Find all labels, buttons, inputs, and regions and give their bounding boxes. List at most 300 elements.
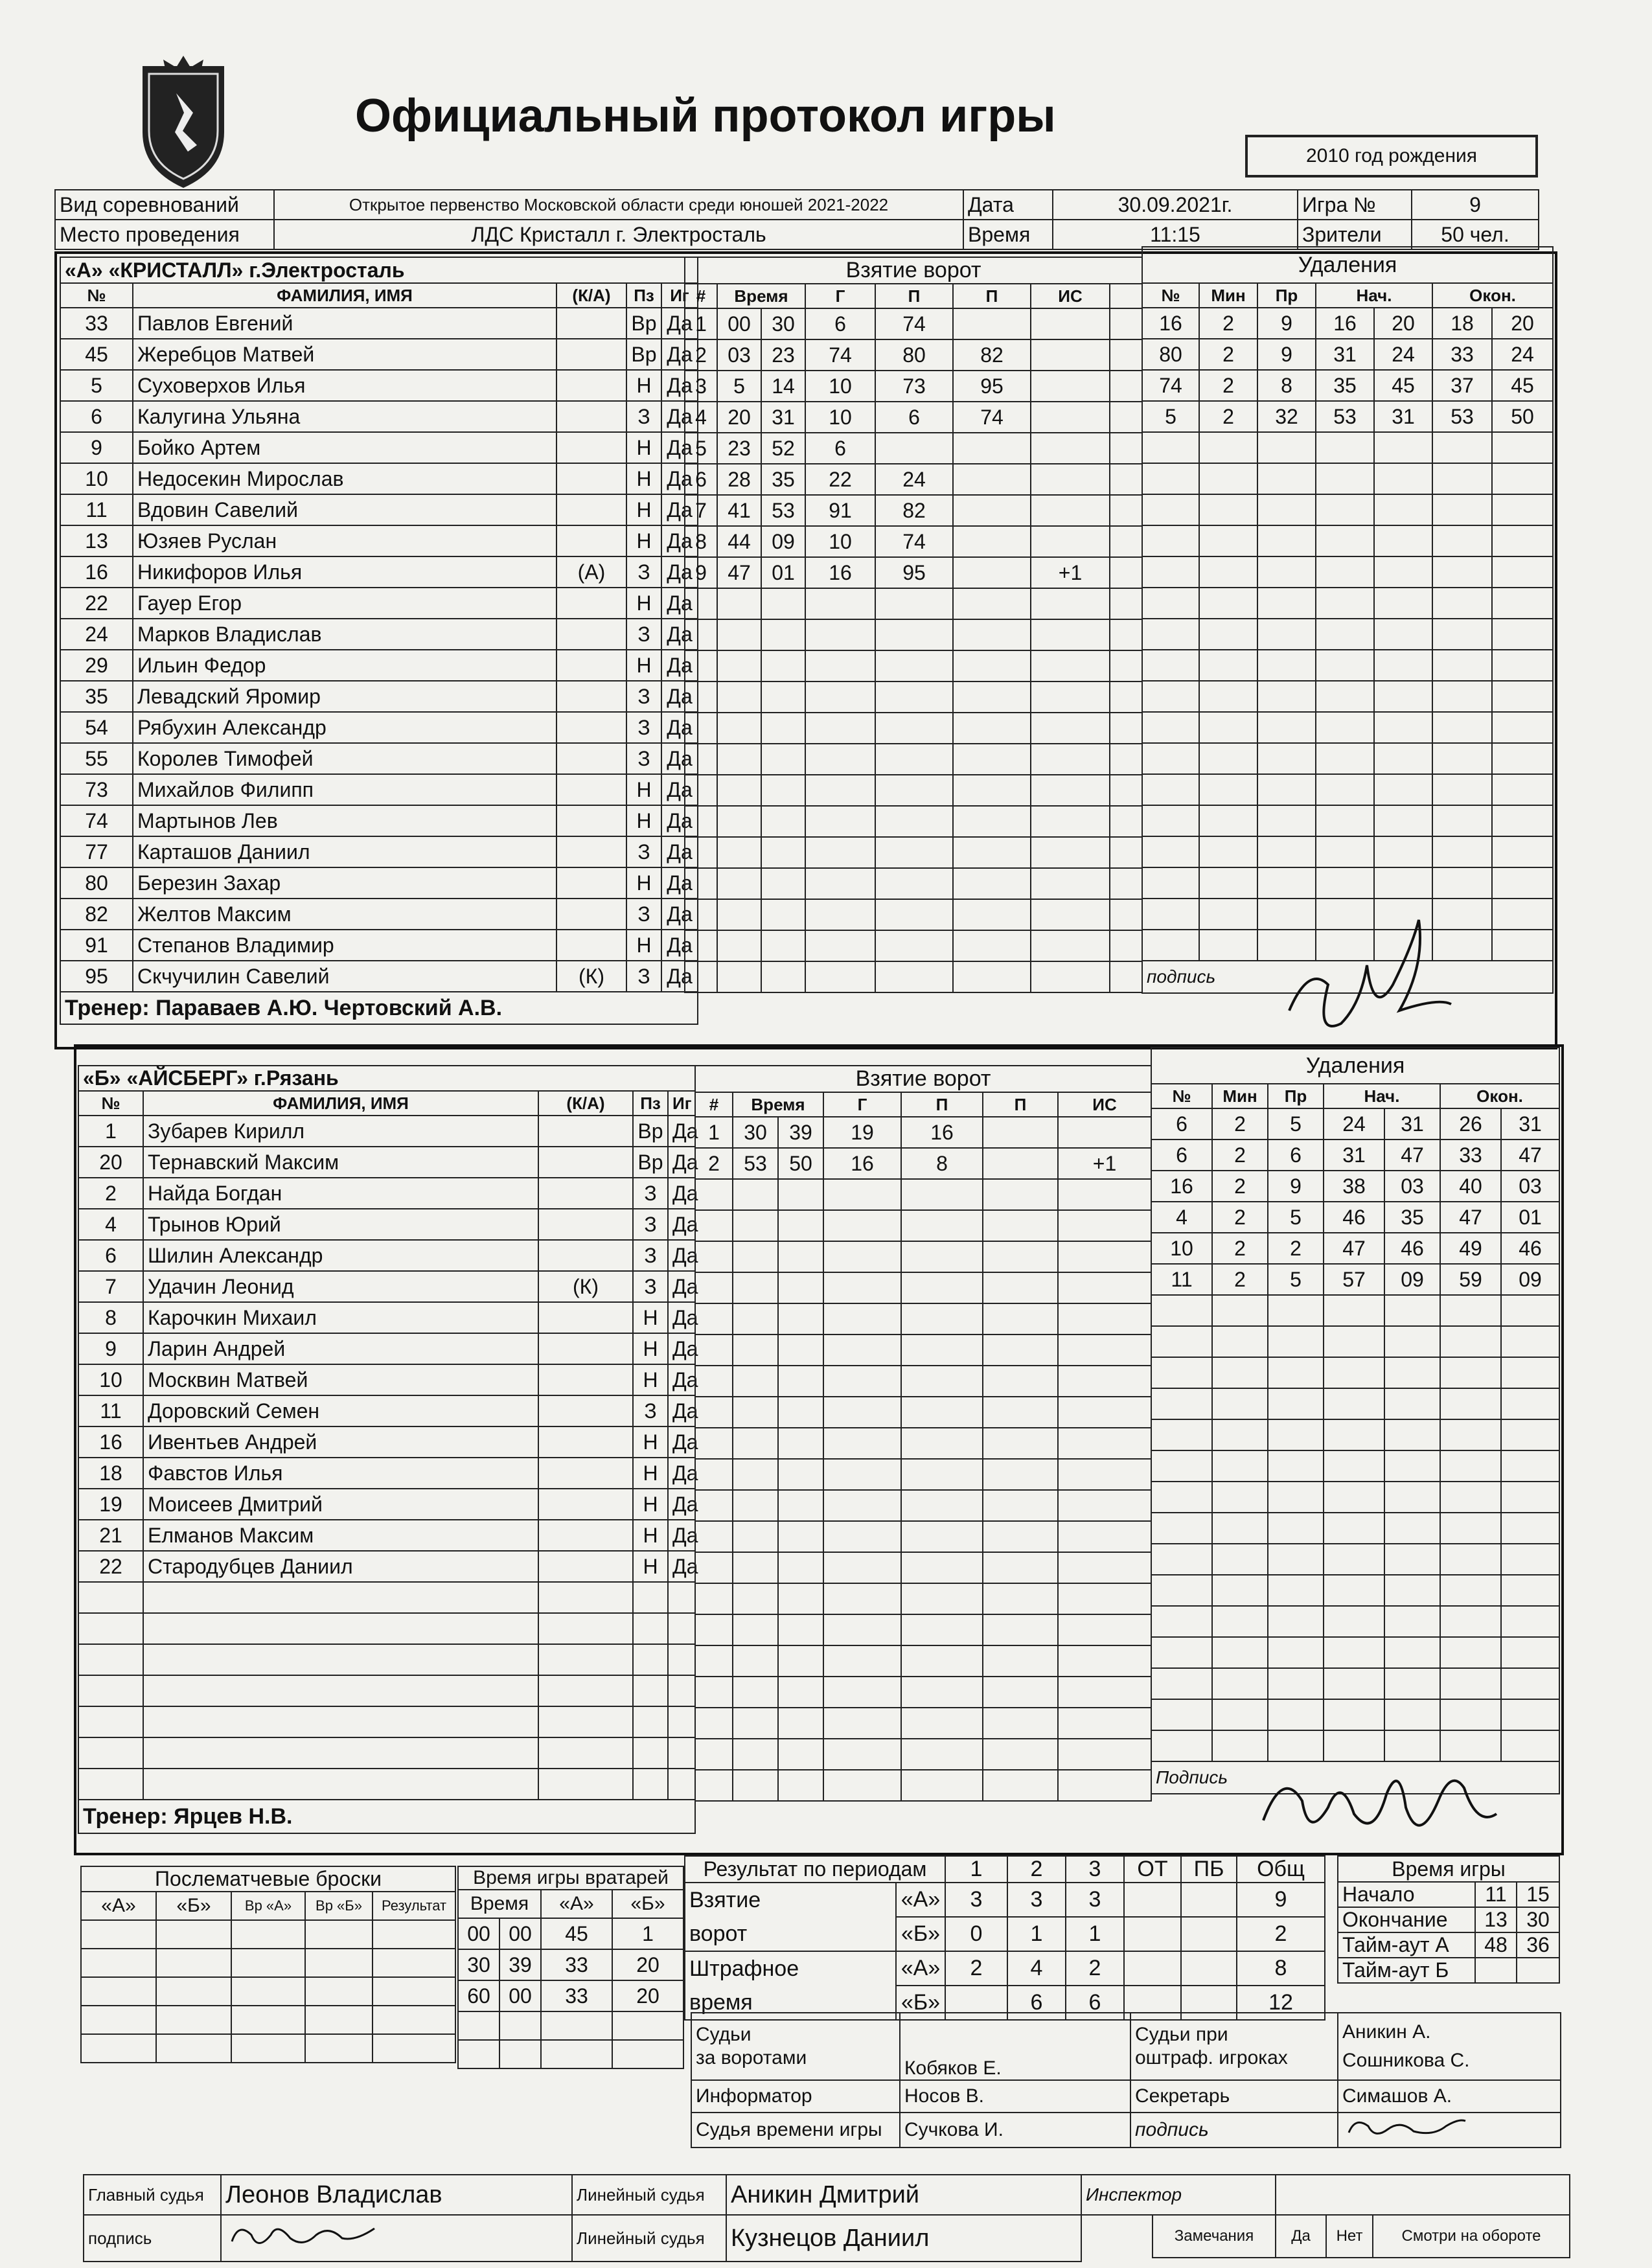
- team-b-goal-cell: [695, 1645, 733, 1677]
- team-b-goal-cell: [695, 1241, 733, 1272]
- team-b-goal-cell: [733, 1677, 778, 1708]
- team-a-player-cell: [556, 339, 626, 370]
- team-b-player-cell: Н: [633, 1333, 668, 1364]
- team-b-goal-cell: [823, 1490, 901, 1521]
- team-a-goal-row: [685, 930, 1142, 961]
- team-a-goal-cell: [685, 806, 717, 837]
- team-b-goal-row: [695, 1241, 1151, 1272]
- team-b-goal-cell: [901, 1552, 983, 1583]
- team-a-goal-row: [685, 744, 1142, 775]
- team-b-penalty-cell: [1324, 1513, 1384, 1544]
- team-a-penalty-cell: [1374, 650, 1432, 681]
- team-a-goal-row: [685, 495, 1142, 526]
- goals-col-time: Время: [717, 284, 805, 308]
- goalie-time-cell: 45: [541, 1918, 612, 1949]
- team-a-player-cell: Павлов Евгений: [133, 308, 556, 339]
- team-a-penalty-cell: [1142, 836, 1199, 867]
- pen-b-col-end: Окон.: [1440, 1084, 1559, 1108]
- date-value: 30.09.2021г.: [1053, 190, 1298, 220]
- team-b-player-cell: [143, 1737, 538, 1769]
- team-b-penalty-cell: [1151, 1482, 1212, 1513]
- team-b-penalty-cell: 6: [1151, 1108, 1212, 1140]
- team-b-goal-row: [695, 1770, 1151, 1801]
- team-a-goal-cell: 82: [875, 495, 953, 526]
- team-a-player-cell: Н: [626, 774, 661, 805]
- team-a-penalties: [1141, 246, 1554, 994]
- team-b-goal-cell: [733, 1708, 778, 1739]
- team-a-goal-cell: [1110, 868, 1142, 899]
- team-b-goal-cell: 53: [733, 1148, 778, 1179]
- team-b-goal-cell: [695, 1490, 733, 1521]
- team-b-penalty-cell: [1151, 1357, 1212, 1388]
- col-num-b: №: [78, 1091, 143, 1116]
- team-a-goal-cell: [805, 930, 875, 961]
- team-a-player-cell: [556, 712, 626, 743]
- team-a-penalty-cell: [1257, 494, 1316, 525]
- team-b-player-cell: [143, 1706, 538, 1737]
- period-cell: 3: [945, 1883, 1007, 1917]
- team-b-goal-cell: [901, 1179, 983, 1210]
- team-b-goal-cell: 39: [778, 1117, 823, 1148]
- team-a-goal-cell: 73: [875, 371, 953, 402]
- period-cell: 2: [1237, 1917, 1325, 1951]
- team-a-player-cell: Н: [626, 588, 661, 619]
- team-b-penalty-cell: 11: [1151, 1264, 1212, 1295]
- team-a-penalty-cell: 20: [1374, 308, 1432, 339]
- team-a-penalty-row: [1142, 556, 1553, 588]
- team-a-goal-cell: [1031, 868, 1110, 899]
- team-a-goal-cell: [805, 588, 875, 619]
- team-a-goal-row: [685, 682, 1142, 713]
- team-a-penalty-cell: [1316, 805, 1374, 836]
- team-b-penalty-list: [1151, 1108, 1559, 1761]
- team-a-player-row: [60, 899, 698, 930]
- team-b-penalty-cell: [1324, 1544, 1384, 1575]
- secretary-signature: [1342, 2113, 1472, 2142]
- team-a-player-cell: [556, 494, 626, 525]
- team-b-player-cell: З: [633, 1178, 668, 1209]
- team-b-goal-row: [695, 1303, 1151, 1334]
- team-b-penalty-cell: [1151, 1637, 1212, 1668]
- team-a-goal-cell: [761, 682, 805, 713]
- team-a-penalty-cell: [1374, 525, 1432, 556]
- team-a-player-cell: 13: [60, 525, 133, 556]
- team-b-player-cell: [538, 1551, 633, 1582]
- team-b-goal-cell: 19: [823, 1117, 901, 1148]
- team-b-goal-cell: [983, 1272, 1058, 1303]
- team-a-penalty-cell: [1374, 494, 1432, 525]
- team-a-player-cell: [556, 463, 626, 494]
- team-b-player-row: [78, 1333, 695, 1364]
- team-a-player-cell: 80: [60, 867, 133, 899]
- team-a-goal-cell: 5: [717, 371, 761, 402]
- team-b-penalty-cell: 31: [1384, 1108, 1440, 1140]
- team-b-goal-cell: [983, 1490, 1058, 1521]
- goalie-time-row: [458, 1918, 683, 1949]
- team-b-player-cell: [538, 1116, 633, 1147]
- team-b-goal-cell: [1058, 1241, 1151, 1272]
- team-a-goal-cell: [717, 588, 761, 619]
- officials-table: [691, 2012, 1561, 2148]
- team-a-player-cell: 22: [60, 588, 133, 619]
- team-b-penalty-row: [1151, 1668, 1559, 1699]
- team-b-penalty-cell: [1212, 1357, 1268, 1388]
- team-b-penalty-cell: 4: [1151, 1202, 1212, 1233]
- team-b-penalty-cell: 2: [1212, 1233, 1268, 1264]
- team-a-goal-cell: [1110, 961, 1142, 992]
- timekeeper-value: Сучкова И.: [900, 2113, 1130, 2148]
- team-a-player-cell: З: [626, 401, 661, 432]
- team-a-player-cell: Ильин Федор: [133, 650, 556, 681]
- team-a-goal-cell: [805, 744, 875, 775]
- team-b-player-cell: [538, 1613, 633, 1644]
- team-a-player-cell: Вр: [626, 308, 661, 339]
- team-b-goal-cell: [983, 1334, 1058, 1366]
- team-b-penalty-cell: [1151, 1295, 1212, 1326]
- team-b-penalty-cell: [1384, 1544, 1440, 1575]
- team-a-tag-pim: «А»: [896, 1951, 945, 1986]
- team-b-penalty-cell: [1384, 1637, 1440, 1668]
- team-a-penalty-row: [1142, 308, 1553, 339]
- team-b-goal-cell: [983, 1552, 1058, 1583]
- team-a-penalty-cell: [1142, 556, 1199, 588]
- team-b-goal-cell: [778, 1334, 823, 1366]
- team-b-goal-cell: [733, 1272, 778, 1303]
- periods-title: Результат по периодам: [685, 1856, 945, 1883]
- team-a-player-cell: Да: [661, 836, 698, 867]
- team-a-penalty-cell: [1316, 525, 1374, 556]
- team-b-player-cell: Моисеев Дмитрий: [143, 1489, 538, 1520]
- team-b-penalty-cell: 2: [1268, 1233, 1324, 1264]
- team-a-goal-cell: [1110, 557, 1142, 588]
- game-time-title: Время игры: [1338, 1856, 1559, 1882]
- team-b-goal-cell: [778, 1459, 823, 1490]
- team-b-penalty-row: [1151, 1108, 1559, 1140]
- team-b-goal-cell: [983, 1148, 1058, 1179]
- team-a-goal-cell: [953, 650, 1031, 682]
- team-a-goal-cell: [875, 588, 953, 619]
- game-time-cell: Окончание: [1338, 1907, 1475, 1932]
- team-a-goal-cell: 14: [761, 371, 805, 402]
- team-b-player-row: [78, 1613, 695, 1644]
- team-b-goal-cell: [983, 1677, 1058, 1708]
- team-b-player-cell: Да: [668, 1271, 695, 1302]
- team-b-goal-row: [695, 1521, 1151, 1552]
- inspector-table: [1081, 2174, 1570, 2258]
- team-b-player-cell: [668, 1613, 695, 1644]
- team-b-penalty-cell: 6: [1151, 1140, 1212, 1171]
- team-b-goal-cell: [901, 1459, 983, 1490]
- team-a-penalty-cell: 9: [1257, 339, 1316, 370]
- team-a-goal-row: [685, 619, 1142, 650]
- spectators-value: 50 чел.: [1412, 220, 1539, 249]
- team-b-penalty-cell: [1268, 1482, 1324, 1513]
- team-a-goal-cell: [1110, 371, 1142, 402]
- team-a-penalty-cell: 24: [1374, 339, 1432, 370]
- team-a-goal-cell: [717, 713, 761, 744]
- team-a-player-cell: З: [626, 836, 661, 867]
- team-a-goal-cell: [685, 650, 717, 682]
- team-a-goal-cell: [875, 868, 953, 899]
- team-a-penalty-cell: 9: [1257, 308, 1316, 339]
- team-b-penalty-cell: [1212, 1575, 1268, 1606]
- team-a-player-cell: [556, 836, 626, 867]
- team-b-player-cell: [538, 1644, 633, 1675]
- team-a-goal-cell: [717, 682, 761, 713]
- team-a-penalty-cell: [1316, 650, 1374, 681]
- remarks-no: Нет: [1326, 2215, 1373, 2258]
- team-b-player-cell: [633, 1737, 668, 1769]
- period-col-2: 2: [1007, 1856, 1066, 1883]
- team-b-penalty-cell: [1440, 1513, 1501, 1544]
- team-b-goal-cell: [778, 1739, 823, 1770]
- period-cell: [1181, 1883, 1237, 1917]
- team-a-player-cell: Михайлов Филипп: [133, 774, 556, 805]
- team-b-penalty-cell: [1501, 1326, 1559, 1357]
- team-a-goal-list: [685, 308, 1142, 992]
- team-b-goal-cell: [1058, 1334, 1151, 1366]
- team-b-goal-cell: [823, 1210, 901, 1241]
- team-b-goal-cell: [823, 1552, 901, 1583]
- remarks-label: Замечания: [1153, 2215, 1276, 2258]
- penbox-label: [1130, 2013, 1338, 2080]
- team-b-penalty-cell: 2: [1212, 1108, 1268, 1140]
- team-a-player-row: [60, 867, 698, 899]
- team-a-player-cell: 45: [60, 339, 133, 370]
- team-a-penalty-cell: [1257, 712, 1316, 743]
- team-b-player-cell: [538, 1147, 633, 1178]
- team-b-player-cell: З: [633, 1271, 668, 1302]
- goalie-time-cell: 33: [541, 1949, 612, 1980]
- team-a-player-cell: Да: [661, 805, 698, 836]
- team-a-goal-cell: [1031, 650, 1110, 682]
- team-b-goal-cell: [778, 1490, 823, 1521]
- team-a-penalty-cell: [1257, 743, 1316, 774]
- period-cell: 1: [1007, 1917, 1066, 1951]
- team-a-goal-cell: [1110, 682, 1142, 713]
- team-a-goal-cell: 8: [685, 526, 717, 557]
- team-b-goal-cell: [823, 1614, 901, 1645]
- team-b-penalty-cell: 5: [1268, 1264, 1324, 1295]
- team-a-penalty-cell: [1492, 619, 1553, 650]
- team-b-penalty-cell: [1151, 1668, 1212, 1699]
- goalie-time-cell: 00: [499, 1918, 541, 1949]
- team-b-goal-cell: [1058, 1770, 1151, 1801]
- team-a-goal-cell: 24: [875, 464, 953, 495]
- team-a-signature: [1270, 907, 1464, 1062]
- team-b-penalty-cell: [1501, 1606, 1559, 1637]
- team-a-player-cell: З: [626, 712, 661, 743]
- team-b-player-cell: Тернавский Максим: [143, 1147, 538, 1178]
- team-a-penalty-row: [1142, 650, 1553, 681]
- team-a-goal-cell: [685, 682, 717, 713]
- team-a-goal-cell: 10: [805, 371, 875, 402]
- team-b-penalty-row: [1151, 1202, 1559, 1233]
- team-b-player-cell: Да: [668, 1458, 695, 1489]
- team-b-penalty-cell: [1268, 1513, 1324, 1544]
- team-a-goal-cell: 03: [717, 339, 761, 371]
- team-b-player-cell: Шилин Александр: [143, 1240, 538, 1271]
- team-b-goal-cell: [778, 1708, 823, 1739]
- team-b-penalty-cell: [1212, 1326, 1268, 1357]
- team-a-penalty-cell: 2: [1199, 370, 1257, 401]
- team-b-goal-cell: [733, 1770, 778, 1801]
- team-b-penalty-cell: [1151, 1606, 1212, 1637]
- team-a-goal-cell: [717, 899, 761, 930]
- period-col-ot: ОТ: [1124, 1856, 1181, 1883]
- team-b-player-cell: Карочкин Михаил: [143, 1302, 538, 1333]
- team-b-goals: [694, 1065, 1152, 1802]
- team-a-player-cell: [556, 805, 626, 836]
- secretary-sign-label: подпись: [1130, 2113, 1338, 2148]
- team-a-penalty-cell: 18: [1432, 308, 1492, 339]
- team-a-goal-cell: [1031, 588, 1110, 619]
- team-a-goal-cell: [1110, 464, 1142, 495]
- penbox-label-1: Судьи при: [1135, 2024, 1228, 2045]
- team-a-penalty-cell: [1257, 836, 1316, 867]
- team-a-penalty-cell: [1316, 556, 1374, 588]
- team-b-player-row: [78, 1675, 695, 1706]
- team-b-goal-cell: +1: [1058, 1148, 1151, 1179]
- team-a-player-cell: Н: [626, 867, 661, 899]
- goals-col-is: ИС: [1031, 284, 1110, 308]
- team-b-player-cell: Москвин Матвей: [143, 1364, 538, 1395]
- pen-b-col-pr: Пр: [1268, 1084, 1324, 1108]
- col-pz: Пз: [626, 283, 661, 308]
- game-time-row: [1338, 1932, 1559, 1958]
- period-col-total: Общ: [1237, 1856, 1325, 1883]
- team-b-player-row: [78, 1706, 695, 1737]
- team-b-goal-cell: [983, 1459, 1058, 1490]
- team-a-goal-cell: 9: [685, 557, 717, 588]
- team-a-goal-cell: 35: [761, 464, 805, 495]
- team-b-player-cell: [633, 1769, 668, 1800]
- team-b-goal-row: [695, 1614, 1151, 1645]
- team-a-player-cell: Да: [661, 525, 698, 556]
- team-a-penalty-cell: [1432, 525, 1492, 556]
- team-a-goal-cell: [953, 495, 1031, 526]
- team-a-penalty-cell: 45: [1374, 370, 1432, 401]
- team-a-penalty-cell: [1316, 432, 1374, 463]
- team-b-penalty-row: [1151, 1388, 1559, 1419]
- team-b-player-row: [78, 1737, 695, 1769]
- team-b-penalty-cell: 01: [1501, 1202, 1559, 1233]
- team-a-penalty-cell: [1492, 836, 1553, 867]
- team-a-player-cell: Степанов Владимир: [133, 930, 556, 961]
- team-b-penalty-cell: 26: [1440, 1108, 1501, 1140]
- team-b-player-cell: [633, 1706, 668, 1737]
- team-a-goals: [684, 257, 1143, 993]
- team-a-goal-cell: 5: [685, 433, 717, 464]
- team-b-player-cell: Н: [633, 1426, 668, 1458]
- team-b-goal-cell: [983, 1366, 1058, 1397]
- team-b-player-cell: Да: [668, 1147, 695, 1178]
- team-b-player-cell: Елманов Максим: [143, 1520, 538, 1551]
- team-b-player-cell: [668, 1675, 695, 1706]
- team-a-penalty-cell: [1492, 774, 1553, 805]
- goalie-time-rows: [458, 1918, 683, 2011]
- team-a-goal-cell: [761, 588, 805, 619]
- team-b-player-cell: 8: [78, 1302, 143, 1333]
- team-a-goal-cell: [685, 713, 717, 744]
- team-a-penalty-cell: [1199, 650, 1257, 681]
- team-b-goal-cell: [695, 1739, 733, 1770]
- team-b-penalty-cell: [1324, 1357, 1384, 1388]
- team-a-pen-title: Удаления: [1142, 247, 1553, 283]
- team-a-player-cell: [556, 930, 626, 961]
- team-b-goal-row: [695, 1428, 1151, 1459]
- col-pz-b: Пз: [633, 1091, 668, 1116]
- team-a-player-cell: З: [626, 556, 661, 588]
- team-b-goal-cell: [778, 1677, 823, 1708]
- team-b-penalty-cell: 09: [1501, 1264, 1559, 1295]
- competition-value: Открытое первенство Московской области среди юношей 2021-2022: [274, 190, 963, 220]
- team-a-goal-cell: 53: [761, 495, 805, 526]
- team-a-penalty-cell: [1492, 743, 1553, 774]
- team-a-penalty-cell: 24: [1492, 339, 1553, 370]
- team-a-player-cell: [556, 867, 626, 899]
- period-cell: [1124, 1917, 1181, 1951]
- team-a-penalty-cell: [1142, 712, 1199, 743]
- chief-label: Главный судья: [84, 2175, 221, 2215]
- team-a-goal-cell: 10: [805, 402, 875, 433]
- team-b-goal-cell: [1058, 1397, 1151, 1428]
- team-b-penalty-cell: [1440, 1699, 1501, 1730]
- team-a-player-cell: 6: [60, 401, 133, 432]
- team-b-goal-row: [695, 1366, 1151, 1397]
- team-a-goal-cell: [953, 961, 1031, 992]
- team-b-penalty-cell: [1384, 1295, 1440, 1326]
- secretary-signature-cell: [1338, 2113, 1561, 2148]
- team-b-goal-cell: [1058, 1552, 1151, 1583]
- penbox-label-2: оштраф. игроках: [1135, 2047, 1288, 2068]
- team-b-goal-cell: [901, 1334, 983, 1366]
- team-a-player-cell: Да: [661, 588, 698, 619]
- team-a-penalty-cell: [1374, 619, 1432, 650]
- team-b-penalty-row: [1151, 1482, 1559, 1513]
- team-b-penalty-row: [1151, 1637, 1559, 1668]
- team-b-player-cell: Вр: [633, 1147, 668, 1178]
- team-a-player-cell: 91: [60, 930, 133, 961]
- team-b-player-cell: 2: [78, 1178, 143, 1209]
- team-a-player-cell: 29: [60, 650, 133, 681]
- team-a-goal-cell: [805, 650, 875, 682]
- team-b-goal-cell: [983, 1739, 1058, 1770]
- team-b-goal-cell: [1058, 1614, 1151, 1645]
- logo: [137, 54, 229, 192]
- team-a-goal-cell: [761, 930, 805, 961]
- team-b-goal-cell: [778, 1614, 823, 1645]
- team-b-penalty-cell: [1212, 1513, 1268, 1544]
- team-a-penalty-cell: [1316, 588, 1374, 619]
- team-b-player-cell: [538, 1240, 633, 1271]
- team-a-penalty-cell: 50: [1492, 401, 1553, 432]
- team-b-penalty-cell: [1151, 1326, 1212, 1357]
- venue-label: Место проведения: [55, 220, 274, 249]
- team-b-penalty-cell: [1501, 1419, 1559, 1450]
- team-b-penalty-cell: [1501, 1575, 1559, 1606]
- team-a-player-cell: Гауер Егор: [133, 588, 556, 619]
- team-b-penalty-cell: 46: [1384, 1233, 1440, 1264]
- team-b-player-cell: [633, 1675, 668, 1706]
- team-b-penalty-cell: [1212, 1295, 1268, 1326]
- team-b-penalty-cell: [1151, 1388, 1212, 1419]
- team-a-penalty-cell: [1374, 743, 1432, 774]
- team-a-goal-cell: 6: [805, 433, 875, 464]
- team-b-player-cell: [78, 1675, 143, 1706]
- team-b-penalty-cell: [1440, 1544, 1501, 1575]
- period-col-pb: ПБ: [1181, 1856, 1237, 1883]
